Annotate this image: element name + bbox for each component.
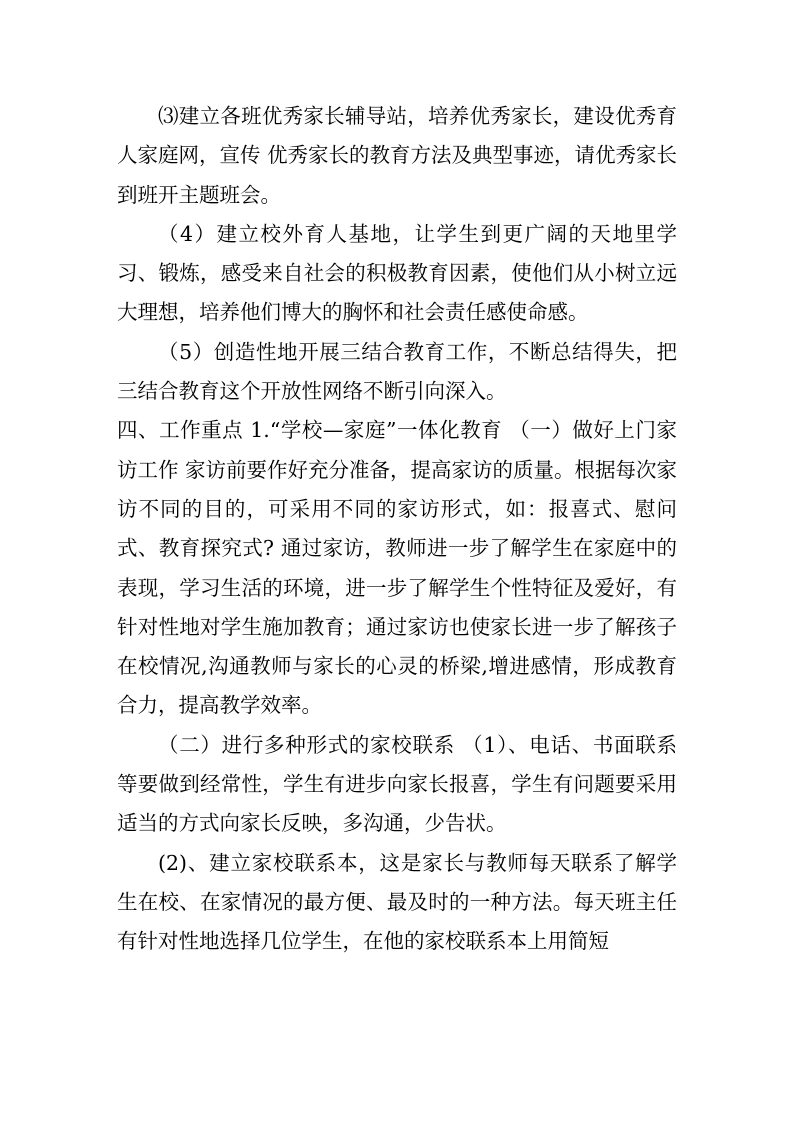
paragraph-contact-notebook: (2)、建立家校联系本，这是家长与教师每天联系了解学生在校、在家情况的最方便、最及时的一种方法。每天班主任有针对性地选择几位学生，在他的家校联系本上用简短 — [117, 850, 677, 954]
paragraph-home-school-contact: （二）进行多种形式的家校联系 （1）、电话、书面联系等要做到经常性，学生有进步向家长报喜，学生有问题要采用适当的方式向家长反映，多沟通，少告状。 — [117, 732, 677, 836]
body-text — [117, 97, 677, 962]
paragraph-off-campus-base: （4）建立校外育人基地，让学生到更广阔的天地里学习、锻炼，感受来自社会的积极教育因素，使他们从小树立远大理想，培养他们博大的胸怀和社会责任感使命感。 — [117, 221, 677, 325]
paragraph-three-combined-education: （5）创造性地开展三结合教育工作，不断总结得失，把三结合教育这个开放性网络不断引向深入。 — [117, 339, 677, 404]
paragraph-parent-counseling-station: ⑶建立各班优秀家长辅导站，培养优秀家长，建设优秀育人家庭网，宣传 优秀家长的教育方法及典型事迹，请优秀家长到班开主题班会。 — [117, 104, 678, 207]
paragraph-work-focus-home-visits: 四、工作重点 1.“学校—家庭”一体化教育 （一）做好上门家访工作 家访前要作好充分准备，提高家访的质量。根据每次家访不同的目的，可采用不同的家访形式，如：报喜式、慰问式、教育探究式? 通过家访，教师进一步了解学生在家庭中的表现，学习生活的环境，进一步了解学生个性特征及爱好，有针对性地对学生施加教育；通过家访也使家长进一步了解孩子在校情况,沟通教师与家长的心灵的桥梁,增进感情，形成教育合力，提高教学效率。 — [117, 418, 678, 718]
